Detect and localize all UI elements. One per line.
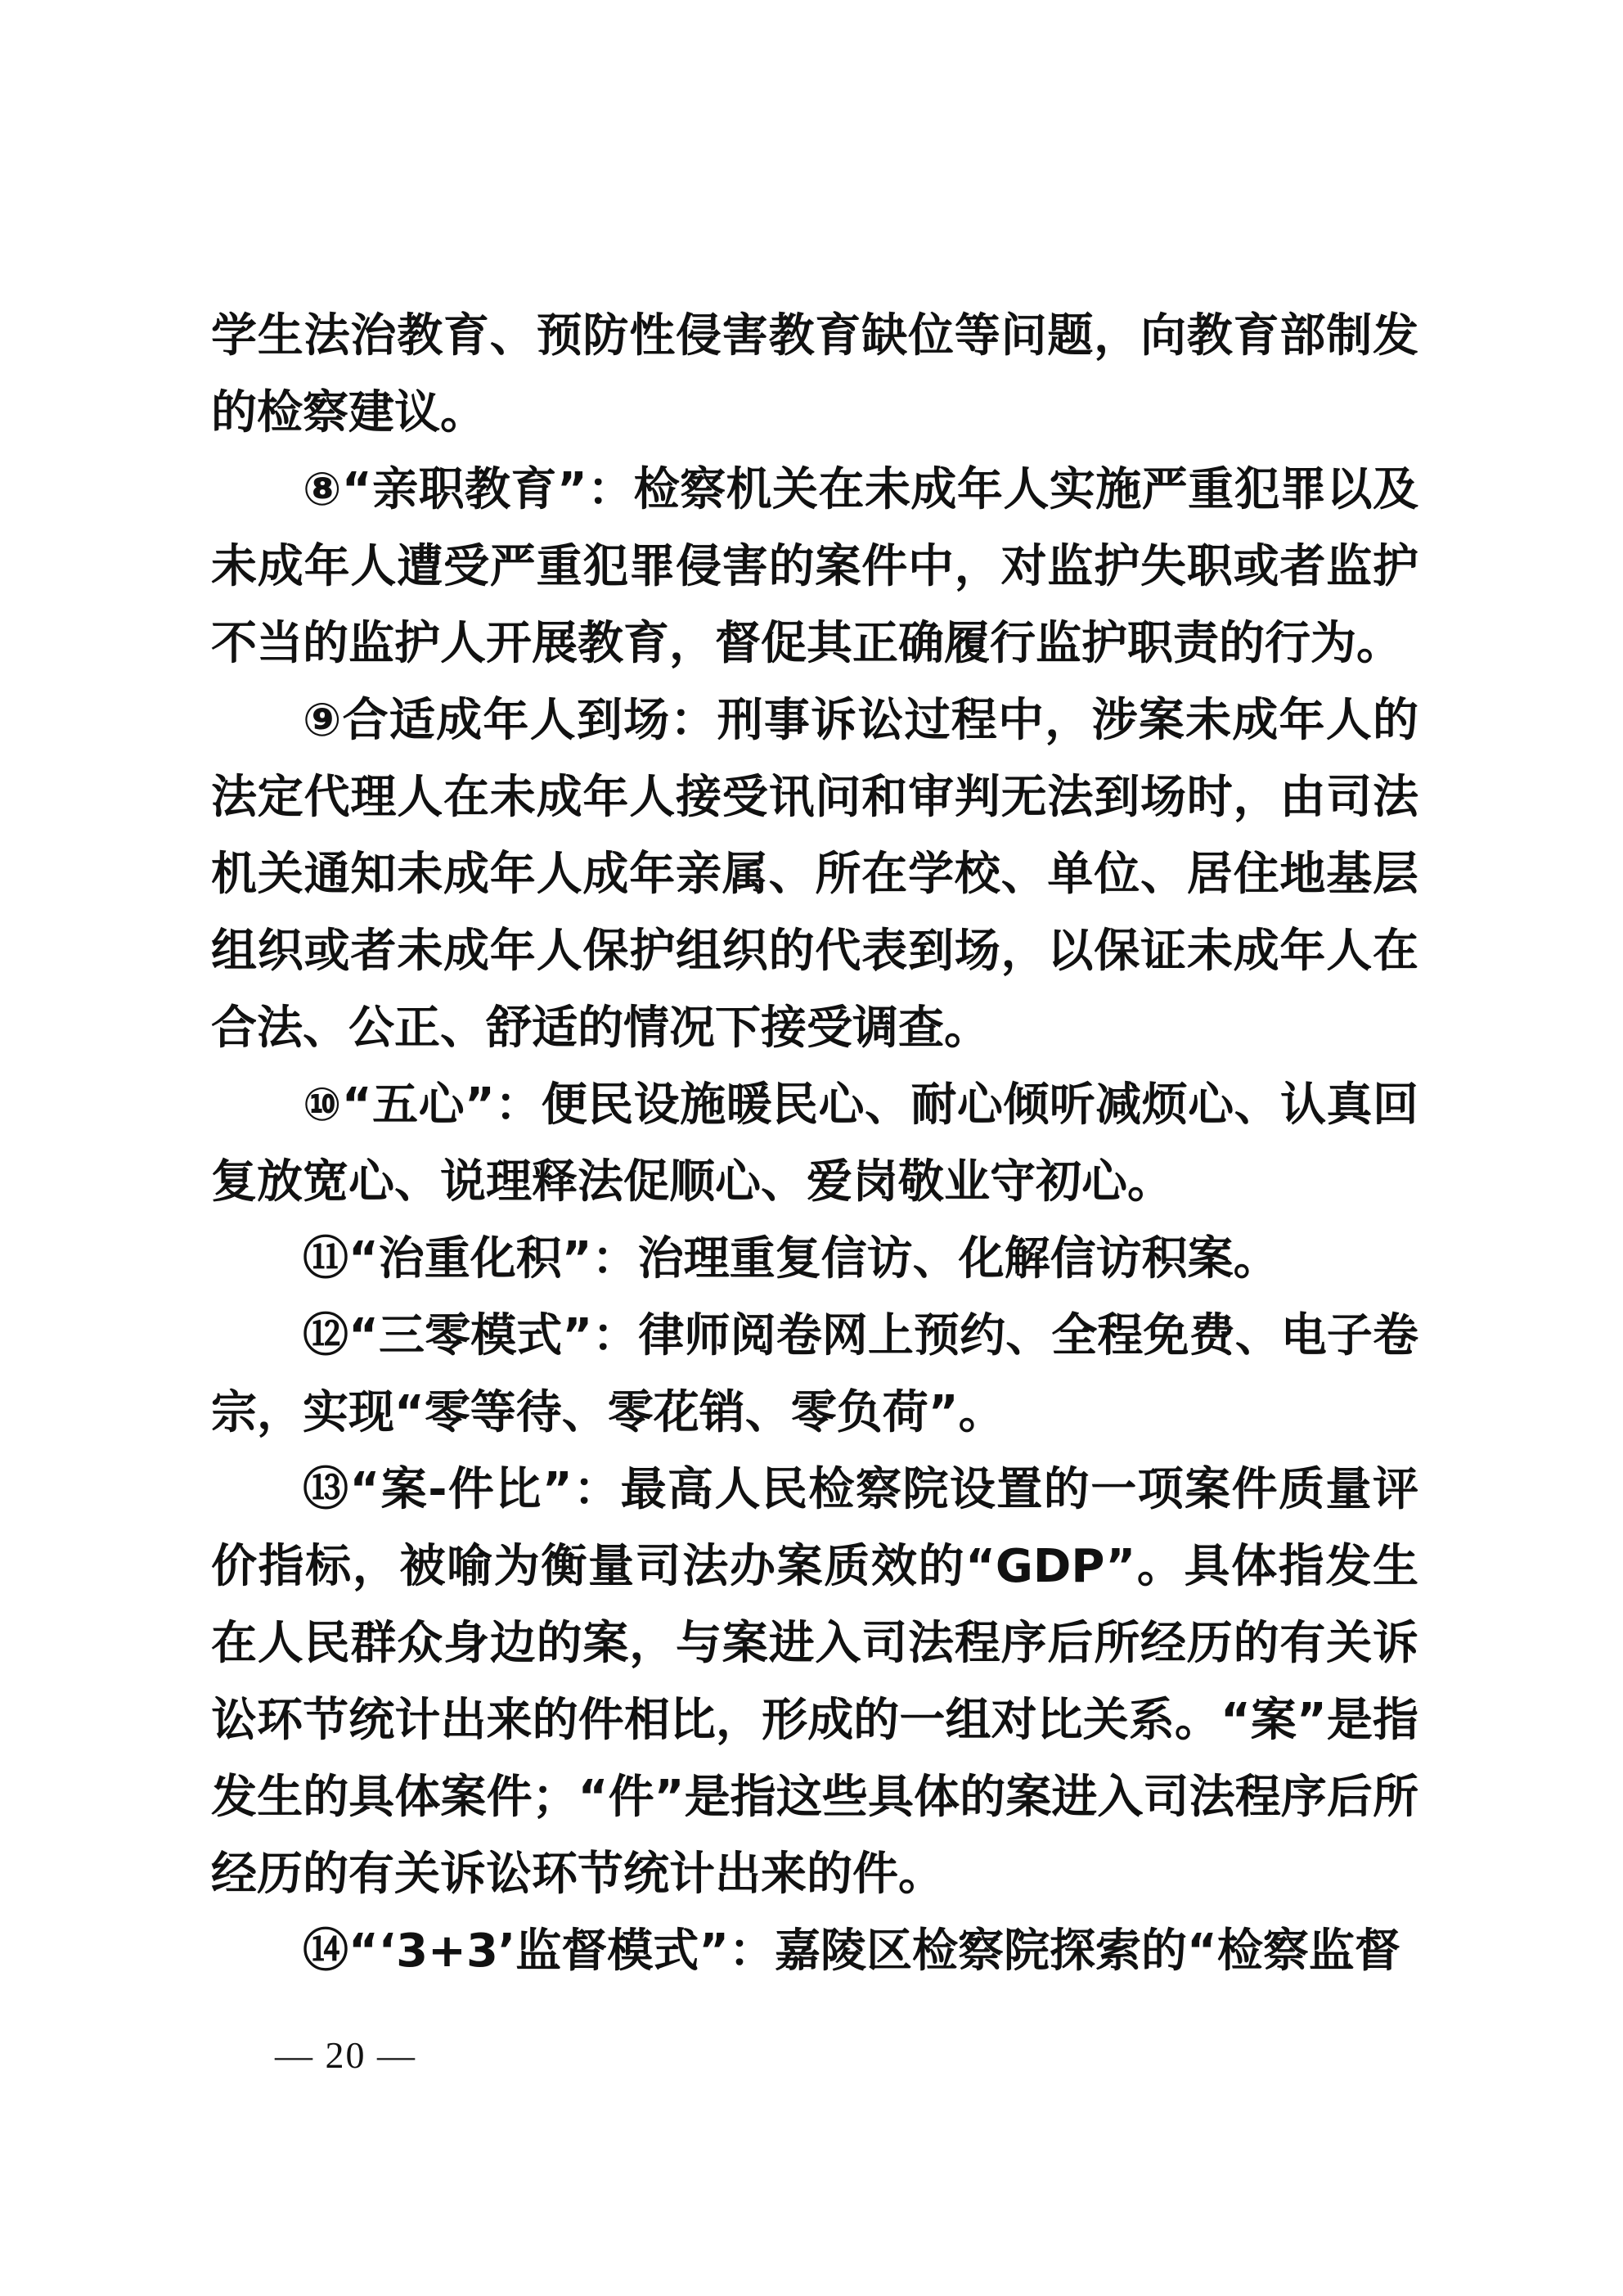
paragraph-note-10: ⑩“五心”：便民设施暖民心、耐心倾听减烦心、认真回复放宽心、说理释法促顺心、爱岗敬业守初心。 (211, 1078, 1418, 1209)
paragraph-note-14: ⑭“‘3+3’监督模式”：嘉陵区检察院探索的“检察监督 (303, 1925, 1400, 1978)
paragraph-note-8: ⑧“亲职教育”：检察机关在未成年人实施严重犯罪以及未成年人遭受严重犯罪侵害的案件中，对监护失职或者监护不当的监护人开展教育，督促其正确履行监护职责的行为。 (211, 463, 1418, 670)
page-number: — 20 — (275, 2034, 416, 2076)
paragraph-note-12: ⑫“三零模式”：律师阅卷网上预约、全程免费、电子卷宗，实现“零等待、零花销、零负荷”。 (211, 1309, 1418, 1439)
document-body (211, 298, 1418, 1990)
paragraph-note-13: ⑬“案-件比”：最高人民检察院设置的一项案件质量评价指标，被喻为衡量司法办案质效的“GDP”。具体指发生在人民群众身边的案，与案进入司法程序后所经历的有关诉讼环节统计出来的件相比，形成的一组对比关系。“案”是指发生的具体案件；“件”是指这些具体的案进入司法程序后所经历的有关诉讼环节统计出来的件。 (211, 1463, 1418, 1901)
paragraph-intro: 学生法治教育、预防性侵害教育缺位等问题，向教育部制发的检察建议。 (211, 309, 1418, 439)
paragraph-note-11: ⑪“治重化积”：治理重复信访、化解信访积案。 (303, 1232, 1279, 1285)
paragraph-note-9: ⑨合适成年人到场：刑事诉讼过程中，涉案未成年人的法定代理人在未成年人接受讯问和审判无法到场时，由司法机关通知未成年人成年亲属、所在学校、单位、居住地基层组织或者未成年人保护组织的代表到场，以保证未成年人在合法、公正、舒适的情况下接受调查。 (211, 694, 1418, 1055)
